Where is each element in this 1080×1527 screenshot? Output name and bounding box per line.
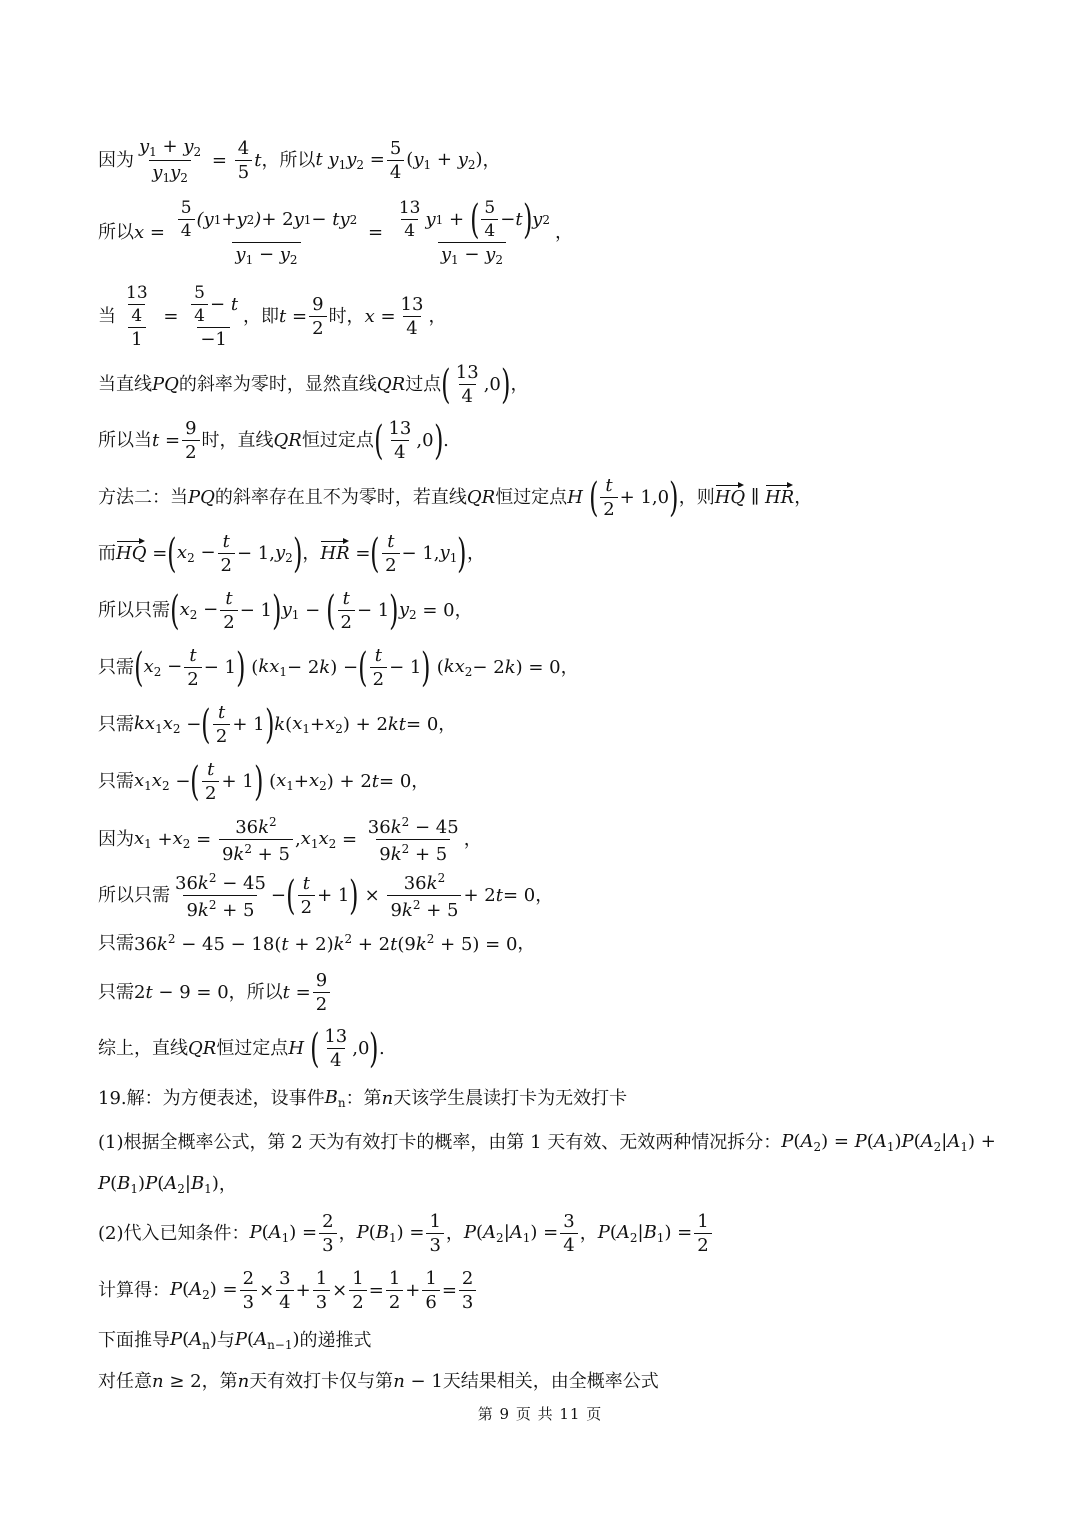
text: . xyxy=(443,430,449,451)
text: 当 xyxy=(98,306,116,327)
text: 19.解：为方便表述，设事件 xyxy=(98,1088,325,1109)
text: 所以只需 xyxy=(98,600,170,621)
text: 只需 xyxy=(98,771,134,792)
text: ， xyxy=(428,306,447,327)
text: 因为 xyxy=(98,829,134,850)
text: 所以 xyxy=(98,222,134,243)
text: ， xyxy=(466,543,485,564)
text: 所以当 xyxy=(98,430,152,451)
text: 只需 xyxy=(98,932,134,954)
text: ， xyxy=(482,150,501,171)
text: 只需 xyxy=(98,982,134,1003)
text: (2)代入已知条件： xyxy=(98,1223,250,1244)
eq-line-6: 方法二：当 PQ 的斜率存在且不为零时，若直线 QR 恒过定点 H ( $\frac{t}{2}$ + 1,0 ) ，则 HQ ∥ HR ， xyxy=(98,475,813,521)
fraction: $\frac{5}{4}$ − t −1 xyxy=(186,285,241,349)
eq-line-19: $P(B_1)P(A_2|B_1)$ ， xyxy=(98,1173,237,1196)
eq-line-9: 只需 ( $x_2$ − $\frac{t}{2}$ − 1 ) ( $kx_1$ − 2 k ) − ( $\frac{t}{2}$ − 1 ) ( $kx_2$ − 2 k ) = 0 ， xyxy=(98,645,579,691)
text: ，即 xyxy=(243,306,280,327)
text: 当直线 xyxy=(98,374,152,395)
text: ，所以 xyxy=(228,982,283,1003)
eq-line-12: 因为 $x_1$ + $x_2$ = $\frac{36k^2}{9k^2 + 5}$ , $x_1x_2$ = $\frac{36k^2 - 45}{9k^2 + 5}$ ， xyxy=(98,815,482,865)
text: 恒过定点 xyxy=(301,430,374,451)
eq-line-15: 只需 2t − 9 = 0 ，所以 t = $\frac{9}{2}$ xyxy=(98,972,332,1014)
text: ， xyxy=(463,829,482,850)
fraction: $\frac{5}{4}$ xyxy=(387,140,404,182)
page-footer: 第 9 页 共 11 页 xyxy=(477,1405,603,1423)
text: 只需 xyxy=(98,714,134,735)
text: 的斜率为零时，显然直线 xyxy=(178,374,377,395)
text: 因为 xyxy=(98,150,134,171)
fraction: $\frac{5}{4}$ (y 1 + y 2 ) + 2 y 1 − ty 2 $y_1 - y_2$ xyxy=(173,200,361,266)
text: 方法二：当 xyxy=(98,487,188,508)
text: 时，直线 xyxy=(201,430,274,451)
text: ， xyxy=(535,885,554,906)
text: 计算得： xyxy=(98,1280,170,1301)
eq-line-2: 所以 x = $\frac{5}{4}$ (y 1 + y 2 ) + 2 y 1 − ty 2 $y_1 - y_2$ = $\frac{13}{4}$ y 1 + ( $\frac{5}{4}$ − t ) y 2 $y_1 - y_2$ ， xyxy=(98,197,573,267)
text: 所以只需 xyxy=(98,885,170,906)
eq-line-3: 当 $\frac{\frac{13}{4}}{1}$ = $\frac{5}{4}$ − t −1 ，即 t = $\frac{9}{2}$ 时， x = $\frac{13}{4}$ ， xyxy=(98,283,447,350)
text: ，则 xyxy=(678,487,715,508)
eq-line-16: 综上，直线 QR 恒过定点 H ( $\frac{13}{4}$ ,0 ) . xyxy=(98,1026,385,1072)
fraction: $\frac{9}{2}$ xyxy=(309,296,326,338)
text: ， xyxy=(302,543,321,564)
text: 而 xyxy=(98,543,116,564)
eq-line-18: (1)根据全概率公式，第 2 天为有效打卡的概率，由第 1 天有效、无效两种情况拆分： $P(A_2) = P(A_1)P(A_2|A_1)$ + xyxy=(98,1131,996,1154)
text: ， xyxy=(411,771,430,792)
text: ， xyxy=(218,1174,237,1195)
eq-line-14: 只需 $36k^2 - 45 - 18(t + 2)k^2 + 2t(9k^2 + 5) = 0$ ， xyxy=(98,932,536,955)
text: 过点 xyxy=(405,374,442,395)
text: ， xyxy=(579,1223,598,1244)
eq-line-10: 只需 $kx_1x_2$ − ( $\frac{t}{2}$ + 1 ) k ( $x_1$ + $x_2$ ) + 2 kt = 0 ， xyxy=(98,702,457,748)
eq-line-7: 而 HQ = ( $x_2$ − $\frac{t}{2}$ − 1, $y_2$ ) ， HR = ( $\frac{t}{2}$ − 1, $y_1$ ) ， xyxy=(98,531,485,577)
eq-line-4: 当直线 PQ 的斜率为零时，显然直线 QR 过点 ( $\frac{13}{4}$ ,0 ) ， xyxy=(98,362,529,408)
fraction: $\frac{4}{5}$ xyxy=(235,140,252,182)
eq-line-8: 所以只需 ( $x_2$ − $\frac{t}{2}$ − 1 ) $y_1$ − ( $\frac{t}{2}$ − 1 ) $y_2$ = 0 ， xyxy=(98,588,473,634)
text: 对任意 xyxy=(98,1371,152,1392)
text: ， xyxy=(438,714,457,735)
text: ， xyxy=(445,1223,464,1244)
text: 下面推导 xyxy=(98,1330,170,1351)
fraction: $\frac{y_1 + y_2}{y_1y_2}$ xyxy=(139,136,202,185)
text: . xyxy=(379,1038,385,1059)
text: 天该学生晨读打卡为无效打卡 xyxy=(393,1088,628,1109)
eq-line-11: 只需 $x_1x_2$ − ( $\frac{t}{2}$ + 1 ) ( $x_1$ + $x_2$ ) + 2 t = 0 ， xyxy=(98,759,430,805)
fraction: $\frac{13}{4}$ y 1 + ( $\frac{5}{4}$ − t ) y 2 $y_1 - y_2$ xyxy=(398,197,550,267)
text: ， xyxy=(510,374,529,395)
text: 时， xyxy=(328,306,365,327)
text: 的斜率存在且不为零时，若直线 xyxy=(214,487,467,508)
text: 天结果相关，由全概率公式 xyxy=(442,1371,659,1392)
text: ， xyxy=(554,222,573,243)
text: 恒过定点 xyxy=(216,1038,289,1059)
text: (1)根据全概率公式，第 2 天为有效打卡的概率，由第 1 天有效、无效两种情况拆分： xyxy=(98,1132,782,1153)
text: ， xyxy=(560,657,579,678)
fraction: $\frac{\frac{13}{4}}{1}$ xyxy=(126,283,148,350)
text: 的递推式 xyxy=(299,1330,372,1351)
text: ：第 xyxy=(345,1088,382,1109)
text: 天有效打卡仅与第 xyxy=(249,1371,394,1392)
text: 只需 xyxy=(98,657,134,678)
text: ， xyxy=(338,1223,357,1244)
eq-line-22: 下面推导 $P(A_n)$ 与 $P(A_{n-1})$ 的递推式 xyxy=(98,1329,372,1352)
text: ， xyxy=(454,600,473,621)
eq-line-23: 对任意 n ≥ 2 ，第 n 天有效打卡仅与第 n − 1 天结果相关，由全概率公式 xyxy=(98,1371,659,1392)
fraction: $\frac{13}{4}$ xyxy=(400,294,424,339)
eq-line-20: (2)代入已知条件： $P(A_1)$ = $\frac{2}{3}$ ， $P(B_1)$ = $\frac{1}{3}$ ， $P(A_2|A_1)$ = $\frac{3}{4}$ ， $P(A_2|B_1)$ = $\frac{1}{2}$ xyxy=(98,1213,714,1255)
eq-line-5: 所以当 t = $\frac{9}{2}$ 时，直线 QR 恒过定点 ( $\frac{13}{4}$ ,0 ) . xyxy=(98,418,449,464)
eq-line-13: 所以只需 $\frac{36k^2 - 45}{9k^2 + 5}$ − ( $\frac{t}{2}$ + 1 ) × $\frac{36k^2}{9k^2 + 5}$ + 2 t = 0 ， xyxy=(98,871,554,921)
eq-line-21: 计算得： $P(A_2)$ = $\frac{2}{3}$ × $\frac{3}{4}$ + $\frac{1}{3}$ × $\frac{1}{2}$ = $\frac{1}{2}$ + $\frac{1}{6}$ = $\frac{2}{3}$ xyxy=(98,1270,478,1312)
text: ，所以 xyxy=(261,150,316,171)
eq-line-1: 因为 $\frac{y_1 + y_2}{y_1y_2}$ = $\frac{4}{5}$ t ，所以 t $y_1y_2$ = $\frac{5}{4}$ $(y_1 + y_2)$ ， xyxy=(98,136,501,185)
text: ，第 xyxy=(201,1371,238,1392)
text: 综上，直线 xyxy=(98,1038,188,1059)
eq-line-17: 19.解：为方便表述，设事件 $B_n$ ：第 n 天该学生晨读打卡为无效打卡 xyxy=(98,1087,628,1110)
text: ， xyxy=(517,932,536,954)
text: 与 xyxy=(216,1330,235,1351)
text: 恒过定点 xyxy=(495,487,568,508)
